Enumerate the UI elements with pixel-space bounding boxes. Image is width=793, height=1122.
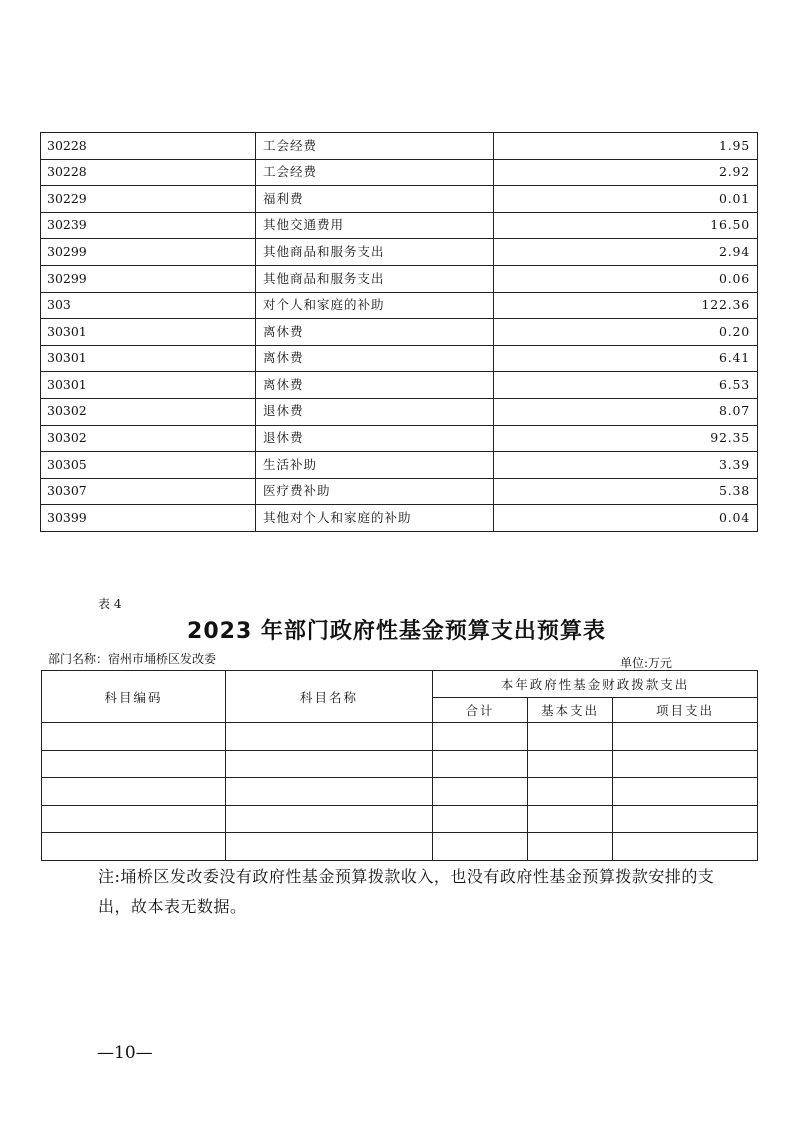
empty-cell xyxy=(528,778,613,806)
empty-cell xyxy=(433,833,528,861)
subject-code-cell: 30228 xyxy=(41,133,256,160)
empty-cell xyxy=(226,723,433,751)
table-row xyxy=(41,372,758,399)
empty-cell xyxy=(433,750,528,778)
header-subject-name: 科目名称 xyxy=(226,671,433,723)
expense-detail-table xyxy=(40,132,758,532)
amount-cell: 6.41 xyxy=(494,345,758,372)
footnote: 注:埇桥区发改委没有政府性基金预算拨款收入，也没有政府性基金预算拨款安排的支出，故本表无数据。 xyxy=(98,867,715,916)
subject-name-cell: 其他对个人和家庭的补助 xyxy=(256,505,494,532)
subject-code-cell: 30301 xyxy=(41,372,256,399)
empty-cell xyxy=(42,833,226,861)
subject-code-cell: 30302 xyxy=(41,425,256,452)
subject-name-cell: 对个人和家庭的补助 xyxy=(256,292,494,319)
table-row xyxy=(41,505,758,532)
amount-cell: 16.50 xyxy=(494,212,758,239)
empty-cell xyxy=(528,750,613,778)
subject-name-cell: 医疗费补助 xyxy=(256,478,494,505)
unit-label: 单位:万元 xyxy=(620,656,673,670)
expense-table-body xyxy=(41,133,758,532)
subject-code-cell: 30301 xyxy=(41,345,256,372)
amount-cell: 2.94 xyxy=(494,239,758,266)
subject-code-cell: 30301 xyxy=(41,319,256,346)
table-label: 表 4 xyxy=(98,597,122,611)
amount-cell: 5.38 xyxy=(494,478,758,505)
table-row xyxy=(41,452,758,479)
subject-code-cell: 30228 xyxy=(41,159,256,186)
subject-code-cell: 30305 xyxy=(41,452,256,479)
table-row xyxy=(41,398,758,425)
subject-name-cell: 其他交通费用 xyxy=(256,212,494,239)
empty-cell xyxy=(226,778,433,806)
empty-table-row xyxy=(42,750,758,778)
amount-cell: 6.53 xyxy=(494,372,758,399)
empty-cell xyxy=(433,778,528,806)
empty-cell xyxy=(42,723,226,751)
table-row xyxy=(41,425,758,452)
amount-cell: 0.04 xyxy=(494,505,758,532)
amount-cell: 8.07 xyxy=(494,398,758,425)
table-row xyxy=(41,186,758,213)
table-row xyxy=(41,239,758,266)
subject-name-cell: 工会经费 xyxy=(256,159,494,186)
subject-code-cell: 303 xyxy=(41,292,256,319)
empty-cell xyxy=(528,833,613,861)
page-title: 2023 年部门政府性基金预算支出预算表 xyxy=(187,619,606,644)
header-fund-expenditure-group: 本年政府性基金财政拨款支出 xyxy=(433,671,758,698)
empty-cell xyxy=(613,805,758,833)
subject-name-cell: 福利费 xyxy=(256,186,494,213)
empty-cell xyxy=(226,833,433,861)
empty-table-row xyxy=(42,723,758,751)
subject-name-cell: 退休费 xyxy=(256,398,494,425)
table-row xyxy=(41,345,758,372)
amount-cell: 3.39 xyxy=(494,452,758,479)
empty-table-row xyxy=(42,805,758,833)
empty-cell xyxy=(226,750,433,778)
table-row xyxy=(41,159,758,186)
empty-cell xyxy=(613,750,758,778)
subject-code-cell: 30239 xyxy=(41,212,256,239)
table-row xyxy=(41,265,758,292)
empty-cell xyxy=(42,750,226,778)
amount-cell: 92.35 xyxy=(494,425,758,452)
subject-name-cell: 离休费 xyxy=(256,319,494,346)
subject-code-cell: 30229 xyxy=(41,186,256,213)
empty-cell xyxy=(433,805,528,833)
subject-name-cell: 其他商品和服务支出 xyxy=(256,239,494,266)
subject-name-cell: 生活补助 xyxy=(256,452,494,479)
subject-code-cell: 30307 xyxy=(41,478,256,505)
subject-name-cell: 工会经费 xyxy=(256,133,494,160)
empty-cell xyxy=(42,805,226,833)
table-row xyxy=(41,133,758,160)
header-basic-expenditure: 基本支出 xyxy=(528,698,613,723)
subject-name-cell: 离休费 xyxy=(256,372,494,399)
empty-table-row xyxy=(42,833,758,861)
empty-cell xyxy=(433,723,528,751)
subject-name-cell: 离休费 xyxy=(256,345,494,372)
empty-cell xyxy=(528,805,613,833)
table-row xyxy=(41,212,758,239)
empty-cell xyxy=(528,723,613,751)
header-project-expenditure: 项目支出 xyxy=(613,698,758,723)
amount-cell: 0.01 xyxy=(494,186,758,213)
table-row xyxy=(41,319,758,346)
amount-cell: 1.95 xyxy=(494,133,758,160)
table-row xyxy=(41,478,758,505)
amount-cell: 2.92 xyxy=(494,159,758,186)
empty-cell xyxy=(42,778,226,806)
header-subject-code: 科目编码 xyxy=(42,671,226,723)
empty-cell xyxy=(613,723,758,751)
subject-name-cell: 退休费 xyxy=(256,425,494,452)
subject-code-cell: 30299 xyxy=(41,265,256,292)
department-name: 部门名称：宿州市埇桥区发改委 xyxy=(48,652,217,666)
government-fund-budget-table xyxy=(41,670,758,861)
amount-cell: 0.06 xyxy=(494,265,758,292)
subject-code-cell: 30302 xyxy=(41,398,256,425)
header-total: 合计 xyxy=(433,698,528,723)
subject-name-cell: 其他商品和服务支出 xyxy=(256,265,494,292)
page-number: —10— xyxy=(97,1043,153,1063)
subject-code-cell: 30299 xyxy=(41,239,256,266)
amount-cell: 122.36 xyxy=(494,292,758,319)
table-row xyxy=(41,292,758,319)
empty-cell xyxy=(613,778,758,806)
subject-code-cell: 30399 xyxy=(41,505,256,532)
empty-cell xyxy=(613,833,758,861)
empty-cell xyxy=(226,805,433,833)
amount-cell: 0.20 xyxy=(494,319,758,346)
empty-table-row xyxy=(42,778,758,806)
